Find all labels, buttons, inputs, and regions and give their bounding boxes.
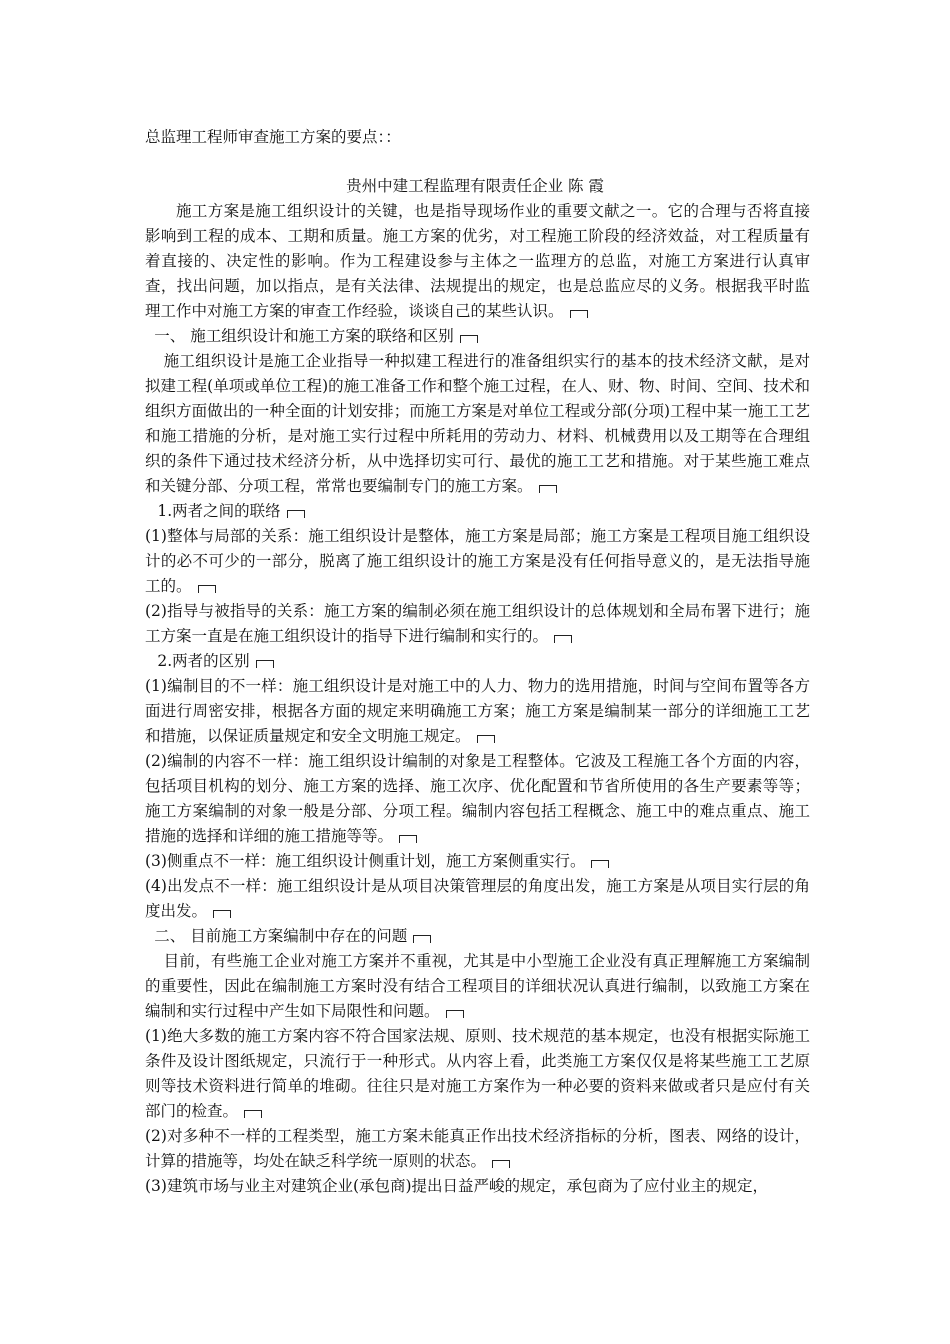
paragraph-mark-icon: [492, 1160, 510, 1168]
list-item: (1)整体与局部的关系：施工组织设计是整体，施工方案是局部；施工方案是工程项目施工组织设计的必不可少的一部分，脱离了施工组织设计的施工方案是没有任何指导意义的，是无法指导施工的。: [145, 527, 810, 595]
paragraph-mark-icon: [591, 860, 609, 868]
paragraph-mark-icon: [460, 335, 478, 343]
paragraph-mark-icon: [399, 835, 417, 843]
document-title: 总监理工程师审查施工方案的要点：：: [145, 128, 401, 146]
subsection-heading: 2.两者的区别: [145, 649, 810, 674]
paragraph-mark-icon: [213, 910, 231, 918]
paragraph-mark-icon: [256, 660, 274, 668]
paragraph-mark-icon: [446, 1010, 464, 1018]
paragraph-mark-icon: [554, 635, 572, 643]
list-item: (3)建筑市场与业主对建筑企业(承包商)提出日益严峻的规定，承包商为了应付业主的规定，: [145, 1177, 769, 1195]
section-heading: 二、 目前施工方案编制中存在的问题: [145, 924, 810, 949]
list-item: (1)绝大多数的施工方案内容不符合国家法规、原则、技术规范的基本规定，也没有根据实际施工条件及设计图纸规定，只流行于一种形式。从内容上看，此类施工方案仅仅是将某些施工工艺原则等技术资料进行简单的堆砌。往往只是对施工方案作为一种必要的资料来做或者只是应付有关部门的检查。: [145, 1027, 810, 1120]
paragraph-mark-icon: [570, 310, 588, 318]
list-item: (1)编制目的不一样：施工组织设计是对施工中的人力、物力的选用措施，时间与空间布置等各方面进行周密安排，根据各方面的规定来明确施工方案；施工方案是编制某一部分的详细施工工艺和措施，以保证质量规定和安全文明施工规定。: [145, 677, 810, 745]
list-item: (3)侧重点不一样：施工组织设计侧重计划，施工方案侧重实行。: [145, 849, 810, 874]
body-paragraph: 施工方案是施工组织设计的关键，也是指导现场作业的重要文献之一。它的合理与否将直接影响到工程的成本、工期和质量。施工方案的优劣，对工程施工阶段的经济效益，对工程质量有着直接的、决定性的影响。作为工程建设参与主体之一监理方的总监，对施工方案进行认真审查，找出问题，加以指点，是有关法律、法规提出的规定，也是总监应尽的义务。根据我平时监理工作中对施工方案的审查工作经验，谈谈自己的某些认识。: [145, 202, 810, 320]
section-heading: 一、 施工组织设计和施工方案的联络和区别: [145, 324, 810, 349]
paragraph-mark-icon: [539, 485, 557, 493]
subsection-heading: 1.两者之间的联络: [145, 499, 810, 524]
list-item: (2)编制的内容不一样：施工组织设计编制的对象是工程整体。它波及工程施工各个方面的内容，包括项目机构的划分、施工方案的选择、施工次序、优化配置和节省所使用的各生产要素等等；施工方案编制的对象一般是分部、分项工程。编制内容包括工程概念、施工中的难点重点、施工措施的选择和详细的施工措施等等。: [145, 752, 810, 845]
document-body: [145, 199, 810, 1199]
paragraph-mark-icon: [477, 735, 495, 743]
paragraph-mark-icon: [413, 935, 431, 943]
paragraph-mark-icon: [244, 1110, 262, 1118]
body-paragraph: 施工组织设计是施工企业指导一种拟建工程进行的准备组织实行的基本的技术经济文献，是对拟建工程(单项或单位工程)的施工准备工作和整个施工过程，在人、财、物、时间、空间、技术和组织方面做出的一种全面的计划安排；而施工方案是对单位工程或分部(分项)工程中某一施工工艺和施工措施的分析，是对施工实行过程中所耗用的劳动力、材料、机械费用以及工期等在合理组织的条件下通过技术经济分析，从中选择切实可行、最优的施工工艺和措施。对于某些施工难点和关键分部、分项工程，常常也要编制专门的施工方案。: [145, 352, 810, 495]
paragraph-mark-icon: [198, 585, 216, 593]
document-author: 贵州中建工程监理有限责任企业 陈 霞: [346, 177, 604, 195]
list-item: (4)出发点不一样：施工组织设计是从项目决策管理层的角度出发，施工方案是从项目实行层的角度出发。: [145, 877, 810, 920]
body-paragraph: 目前，有些施工企业对施工方案并不重视，尤其是中小型施工企业没有真正理解施工方案编制的重要性，因此在编制施工方案时没有结合工程项目的详细状况认真进行编制，以致施工方案在编制和实行过程中产生如下局限性和问题。: [145, 952, 810, 1020]
paragraph-mark-icon: [287, 510, 305, 518]
list-item: (2)对多种不一样的工程类型，施工方案未能真正作出技术经济指标的分析，图表、网络的设计，计算的措施等，均处在缺乏科学统一原则的状态。: [145, 1127, 810, 1170]
list-item: (2)指导与被指导的关系：施工方案的编制必须在施工组织设计的总体规划和全局布署下进行；施工方案一直是在施工组织设计的指导下进行编制和实行的。: [145, 602, 810, 645]
